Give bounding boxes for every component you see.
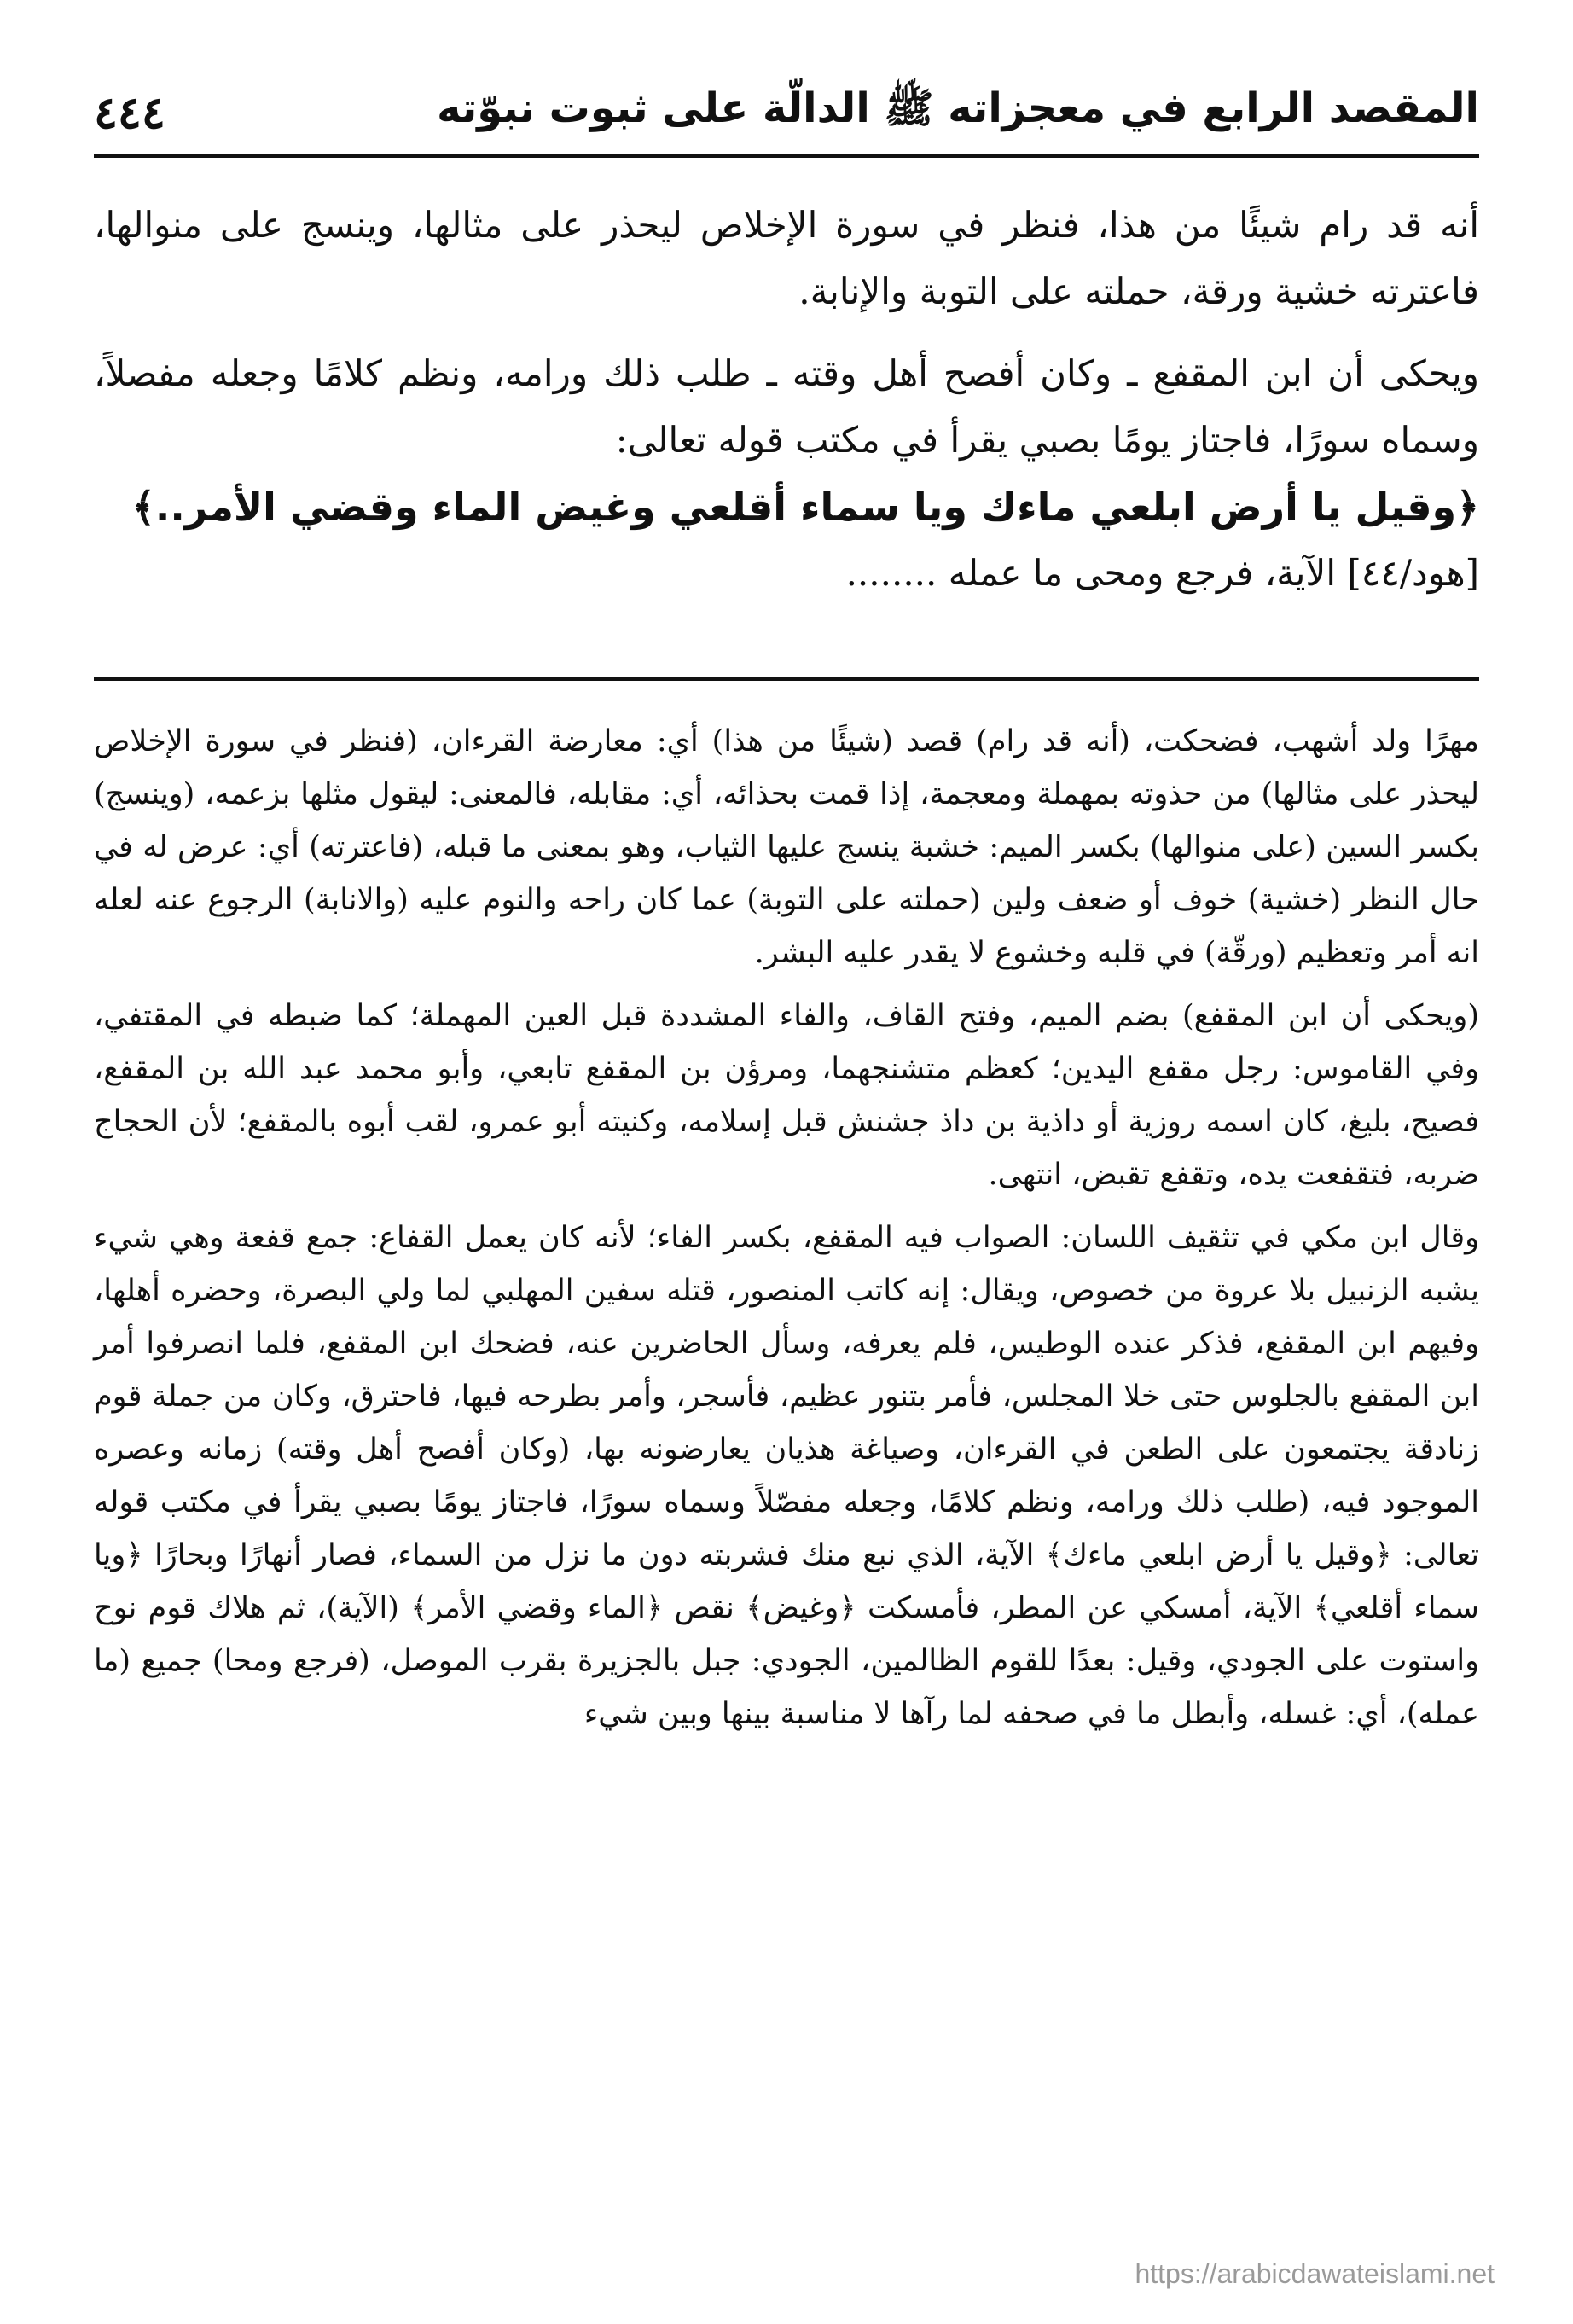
main-paragraph: أنه قد رام شيئًا من هذا، فنظر في سورة الإخلاص ليحذر على مثالها، وينسج على منوالها، فاعترته خشية ورقة، حملته على التوبة والإنابة. [94, 204, 1479, 312]
running-title: المقصد الرابع في معجزاته ﷺ الدالّة على ثبوت نبوّته [437, 84, 1479, 132]
page-number: ٤٤٤ [94, 87, 165, 139]
verse-reference: [هود/٤٤] الآية، فرجع ومحى ما عمله ........ [845, 552, 1479, 594]
quran-verse: ﴿وقيل يا أرض ابلعي ماءك ويا سماء أقلعي وغيض الماء وقضي الأمر..﴾ [131, 484, 1479, 530]
main-paragraph: ويحكى أن ابن المقفع ـ وكان أفصح أهل وقته ـ طلب ذلك ورامه، ونظم كلامًا وجعله مفصلاً، وسماه سورًا، فاجتاز يومًا بصبي يقرأ في مكتب قوله تعالى: [94, 352, 1479, 461]
footnote-divider [94, 677, 1479, 681]
main-text [94, 192, 1479, 607]
commentary-text [94, 715, 1479, 1751]
commentary-paragraph: (ويحكى أن ابن المقفع) بضم الميم، وفتح القاف، والفاء المشددة قبل العين المهملة؛ كما ضبطه في المقتفي، وفي القاموس: رجل مقفع اليدين؛ كعظم متشنجهما، ومرؤن بن المقفع تابعي، وأبو محمد عبد الله بن المقفع، فصيح، بليغ، كان اسمه روزية أو داذية بن داذ جشنش قبل إسلامه، وكنيته أبو عمرو، لقب أبوه بالمقفع؛ لأن الحجاج ضربه، فتقفعت يده، وتقفع تقبض، انتهى. [94, 999, 1479, 1192]
watermark-url: https://arabicdawateislami.net [1135, 2258, 1495, 2289]
commentary-paragraph: وقال ابن مكي في تثقيف اللسان: الصواب فيه المقفع، بكسر الفاء؛ لأنه كان يعمل القفاع: جمع قفعة وهي شيء يشبه الزنبيل بلا عروة من خصوص، ويقال: إنه كاتب المنصور، قتله سفين المهلبي لما ولي البصرة، وحضره أهلها، وفيهم ابن المقفع، فذكر عنده الوطيس، فلم يعرفه، وسأل الحاضرين عنه، فضحك ابن المقفع، فلما انصرفوا أمر ابن المقفع بالجلوس حتى خلا المجلس، فأمر بتنور عظيم، فأسجر، وأمر بطرحه فيها، فاحترق، وكان من جملة قوم زنادقة يجتمعون على الطعن في القرءان، وصياغة هذيان يعارضونه بها، (وكان أفصح أهل وقته) زمانه وعصره الموجود فيه، (طلب ذلك ورامه، ونظم كلامًا، وجعله مفصّلاً وسماه سورًا، فاجتاز يومًا بصبي يقرأ في مكتب قوله تعالى: ﴿وقيل يا أرض ابلعي ماءك﴾ الآية، الذي نبع منك فشربته دون ما نزل من السماء، فصار أنهارًا وبحارًا ﴿ويا سماء أقلعي﴾ الآية، أمسكي عن المطر، فأمسكت ﴿وغيض﴾ نقص ﴿الماء وقضي الأمر﴾ (الآية)، ثم هلاك قوم نوح واستوت على الجودي، وقيل: بعدًا للقوم الظالمين، الجودي: جبل بالجزيرة بقرب الموصل، (فرجع ومحا) جميع (ما عمله)، أي: غسله، وأبطل ما في صحفه لما رآها لا مناسبة بينها وبين شيء [94, 1221, 1479, 1731]
page-header [94, 73, 1479, 158]
commentary-paragraph: مهرًا ولد أشهب، فضحكت، (أنه قد رام) قصد (شيئًا من هذا) أي: معارضة القرءان، (فنظر في سورة الإخلاص ليحذر على مثالها) من حذوته بمهملة ومعجمة، إذا قمت بحذائه، أي: مقابله، فالمعنى: ليقول مثلها بزعمه، (وينسج) بكسر السين (على منوالها) بكسر الميم: خشبة ينسج عليها الثياب، وهو بمعنى ما قبله، (فاعترته) أي: عرض له في حال النظر (خشية) خوف أو ضعف ولين (حملته على التوبة) عما كان راحه والنوم عليه (والانابة) الرجوع عنه لعله انه أمر وتعظيم (ورقّة) في قلبه وخشوع لا يقدر عليه البشر. [94, 724, 1479, 970]
